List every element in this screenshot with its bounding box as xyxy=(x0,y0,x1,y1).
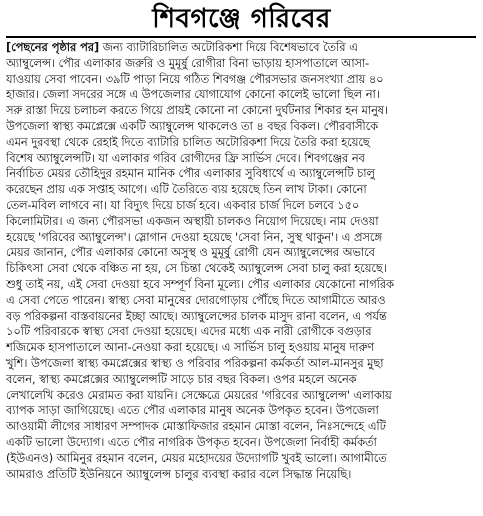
article-line: মেয়র জানান, পৌর এলাকার কোনো অসুস্থ ও মুমূর্ষু রোগী যেন অ্যাম্বুলেন্সের অভাবে xyxy=(6,246,375,260)
article-line: হয়েছে 'গরিবের অ্যাম্বুলেন্স'। স্লোগান দেওয়া হয়েছে 'সেবা নিন, সুস্থ থাকুন'। এ প্রসঙ্গে xyxy=(6,230,382,244)
article-line: করেছেন প্রায় এক সপ্তাহ আগে। এটি তৈরিতে ব্যয় হয়েছে তিন লাখ টাকা। কোনো xyxy=(6,183,367,197)
article-line: এমন দুরবস্থা থেকে রেহাই দিতে ব্যাটারি চালিত অটোরিকশা দিয়ে তৈরি করা হয়েছে xyxy=(6,135,370,149)
article-line: ১০টি পরিবারকে স্বাস্থ্য সেবা দেওয়া হয়েছে। এদের মধ্যে এক নারী রোগীকে বগুড়ার xyxy=(6,325,372,339)
article-line: আমরাও প্রতিটি ইউনিয়নে অ্যাম্বুলেন্স চালুর ব্যবস্থা করার বলে সিদ্ধান্ত নিয়েছি। xyxy=(6,467,352,481)
article-line: সরু রাস্তা দিয়ে চলাচল করতে গিয়ে প্রায়ই কোনো না কোনো দুর্ঘটনার শিকার হন মানুষ। xyxy=(6,104,389,118)
article-line: হাজার। জেলা সদরের সঙ্গে এ উপজেলার যোগাযোগ কোনো কালেই ভালো ছিল না। xyxy=(6,88,380,102)
article-body xyxy=(6,40,478,514)
article-line: একটি ভালো উদ্যোগ। এতে পৌর নাগরিক উপকৃত হবেন। উপজেলা নির্বাহী কর্মকর্তা xyxy=(6,435,377,449)
article-line: নির্বাচিত মেয়র তৌহিদুর রহমান মানিক পৌর এলাকার সুবিধার্থে এ অ্যাম্বুলেন্সটি চালু xyxy=(6,167,375,181)
headline-container xyxy=(0,0,483,38)
article-line: ব্যাপক সাড়া জাগিয়েছে। এতে পৌর এলাকার মানুষ অনেক উপকৃত হবেন। উপজেলা xyxy=(6,404,379,418)
article-line: লেখালেখি করেও মেরামত করা যায়নি। সেক্ষেত্রে মেয়রের 'গরিবের অ্যাম্বুলেন্স' এলাকায় xyxy=(6,388,392,402)
headline: শিবগঞ্জে গরিবের xyxy=(152,4,331,34)
article-line xyxy=(6,40,478,56)
article-line: উপজেলা স্বাস্থ্য কমপ্লেক্সে একটি অ্যাম্বুলেন্স থাকলেও তা ৪ বছর বিকল। পৌরবাসীকে xyxy=(6,119,379,133)
article-line: কিলোমিটার। এ জন্য পৌরসভা একজন অস্থায়ী চালকও নিয়োগ দিয়েছে। নাম দেওয়া xyxy=(6,214,379,228)
article-line-text: জন্য ব্যাটারিচালিত অটোরিকশা দিয়ে বিশেষভাবে তৈরি এ xyxy=(102,41,358,54)
headline-rule xyxy=(6,36,476,38)
article-line: শুধু তাই নয়, এই সেবা দেওয়া হবে সম্পূর্ণ বিনা মূল্যে। পৌর এলাকার যেকোনো নাগরিক xyxy=(6,277,394,291)
article-line: যাওয়ায় সেবা পাবেন। ৩৯টি পাড়া নিয়ে গঠিত শিবগঞ্জ পৌরসভার জনসংখ্যা প্রায় ৪০ xyxy=(6,72,384,86)
article-line: অ্যাম্বুলেন্স। পৌর এলাকার জরুরি ও মুমূর্ষু রোগীরা বিনা ভাড়ায় হাসপাতালে আসা- xyxy=(6,56,370,70)
article-line: তেল-মবিল লাগবে না। যা বিদ্যুৎ দিয়ে চার্জ হবে। একবার চার্জ দিলে চলবে ১৫০ xyxy=(6,198,360,212)
continuation-kicker: [পেছনের পৃষ্ঠার পর] xyxy=(6,41,100,54)
article-line: শজিমেক হাসপাতালে আনা-নেওয়া করা হয়েছে। এ সার্ভিস চালু হওয়ায় মানুষ দারুণ xyxy=(6,341,375,355)
article-line: বিশেষ অ্যাম্বুলেন্সটি। যা এলাকার গরিব রোগীদের ফ্রি সার্ভিস দেবে। শিবগঞ্জের নব xyxy=(6,151,365,165)
article-line: চিকিৎসা সেবা থেকে বঞ্চিত না হয়, সে চিন্তা থেকেই অ্যাম্বুলেন্স সেবা চালু করা হয়েছে। xyxy=(6,262,387,276)
article-line: খুশি। উপজেলা স্বাস্থ্য কমপ্লেক্সের স্বাস্থ্য ও পরিবার পরিকল্পনা কর্মকর্তা আল-মানসুর মুছা xyxy=(6,356,384,370)
article-line: এ সেবা পেতে পারেন। স্বাস্থ্য সেবা মানুষের দোরগোড়ায় পৌঁছে দিতে আগামীতে আরও xyxy=(6,293,386,307)
article-line: বলেন, স্বাস্থ্য কমপ্লেক্সের অ্যাম্বুলেন্সটি সাড়ে চার বছর বিকল। ওপর মহলে অনেক xyxy=(6,372,357,386)
article-line: আওয়ামী লীগের সাধারণ সম্পাদক মোস্তাফিজার রহমান মোস্তা বলেন, নিঃসন্দেহে এটি xyxy=(6,420,386,434)
article-line: বড় পরিকল্পনা বাস্তবায়নের ইচ্ছা আছে। অ্যাম্বুলেন্সের চালক মাসুদ রানা বলেন, এ পর্যন্ত xyxy=(6,309,387,323)
article-line: (ইউএনও) আমিনুর রহমান বলেন, মেয়র মহোদয়ের উদ্যোগটি খুবই ভালো। আগামীতে xyxy=(6,451,387,465)
